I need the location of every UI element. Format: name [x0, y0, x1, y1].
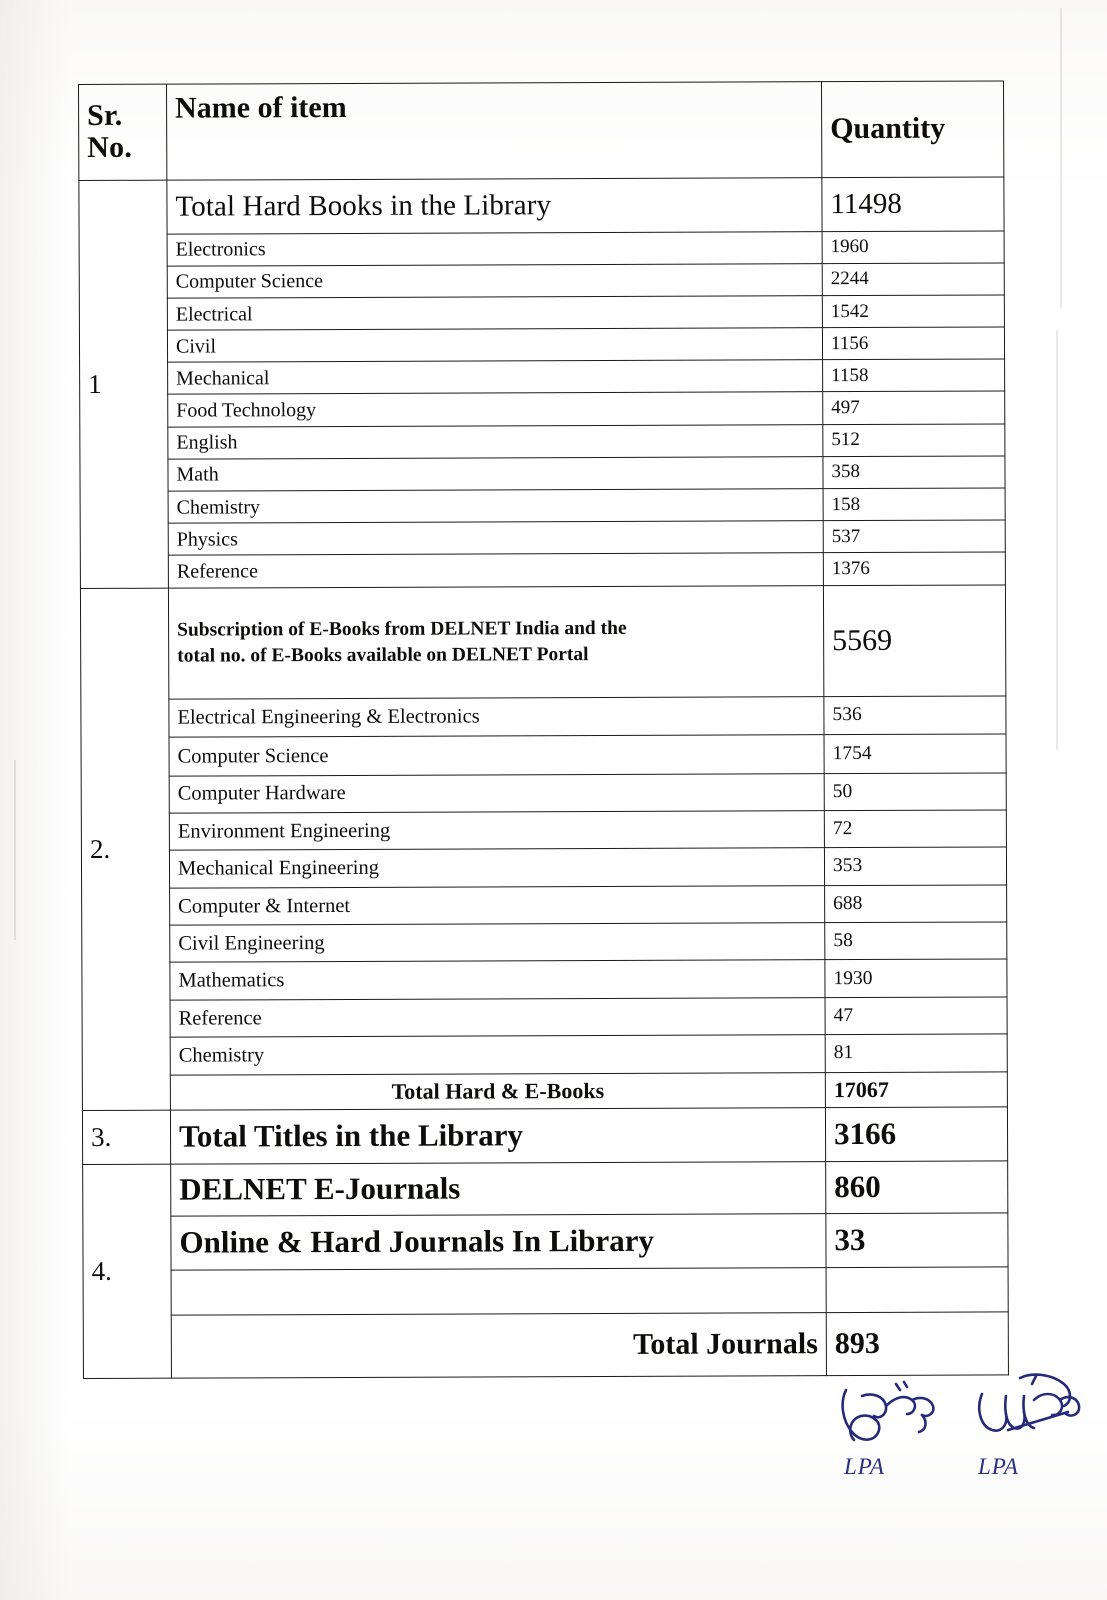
header-name-of-item: Name of item	[167, 82, 822, 180]
subtotal-label: Total Hard & E-Books	[170, 1072, 825, 1110]
item-label: Chemistry	[170, 1035, 825, 1075]
item-quantity: 1376	[823, 552, 1005, 585]
library-holdings-table	[78, 80, 1009, 1379]
table-row	[82, 1034, 1007, 1075]
table-row	[79, 230, 1004, 266]
item-label: Computer & Internet	[170, 885, 825, 925]
item-label: Chemistry	[168, 489, 823, 524]
item-quantity: 1960	[822, 230, 1004, 263]
online-hard-journals-label: Online & Hard Journals In Library	[171, 1213, 826, 1270]
item-label: Civil	[167, 328, 822, 363]
table-row	[82, 959, 1007, 1000]
item-quantity: 512	[823, 424, 1005, 457]
blank-qty-cell	[826, 1267, 1008, 1313]
item-quantity: 72	[824, 810, 1006, 848]
section2-sr-number: 2.	[80, 588, 170, 1111]
table-row	[79, 295, 1004, 331]
section2-title-line1: Subscription of E-Books from DELNET India and the	[177, 617, 627, 641]
section4-sr-number: 4.	[83, 1164, 172, 1378]
signature-1	[834, 1376, 944, 1454]
item-label: Mechanical Engineering	[169, 848, 824, 888]
item-quantity: 1754	[824, 734, 1006, 773]
section1-title: Total Hard Books in the Library	[167, 177, 822, 234]
table-row	[81, 734, 1006, 776]
item-quantity: 1542	[822, 295, 1004, 328]
scan-streak-left	[14, 760, 16, 940]
item-quantity: 537	[823, 520, 1005, 553]
total-journals-row	[83, 1312, 1008, 1378]
item-label: Physics	[168, 521, 823, 556]
table-row	[81, 772, 1006, 813]
online-hard-journals-value: 33	[826, 1213, 1008, 1268]
item-label: Mathematics	[170, 960, 825, 1000]
signature-2	[972, 1370, 1092, 1454]
item-label: English	[168, 424, 823, 459]
table-row	[80, 520, 1005, 556]
item-label: Reference	[168, 553, 823, 588]
table-row	[80, 456, 1005, 492]
total-journals-value: 893	[826, 1312, 1008, 1375]
item-quantity: 353	[824, 847, 1006, 885]
item-quantity: 358	[823, 456, 1005, 489]
table-row	[79, 327, 1004, 363]
signature-1-label: LPA	[844, 1454, 885, 1479]
section4-title: DELNET E-Journals	[171, 1161, 826, 1215]
table-row	[80, 391, 1005, 427]
table-row	[82, 885, 1007, 926]
section4-total-quantity: 860	[826, 1161, 1008, 1214]
scan-streak-right-lower	[1056, 330, 1058, 750]
item-label: Mechanical	[168, 360, 823, 395]
subtotal-value: 17067	[825, 1071, 1007, 1107]
item-quantity: 2244	[822, 263, 1004, 296]
library-holdings-table-wrapper	[78, 84, 1003, 1379]
total-journals-label: Total Journals	[171, 1313, 826, 1378]
item-label: Computer Science	[169, 735, 824, 776]
scan-streak-right	[1060, 8, 1062, 308]
subtotal-row	[82, 1071, 1007, 1110]
table-header-row	[79, 81, 1004, 180]
section2-total-quantity: 5569	[823, 585, 1005, 697]
item-label: Computer Science	[167, 263, 822, 298]
section2-title	[168, 585, 823, 699]
table-row	[81, 847, 1006, 888]
header-sr-no	[79, 84, 167, 180]
table-row	[81, 810, 1006, 851]
item-quantity: 497	[823, 391, 1005, 424]
header-quantity: Quantity	[821, 81, 1003, 177]
section1-header-row	[79, 176, 1004, 234]
table-row	[82, 922, 1007, 963]
item-quantity: 1930	[825, 959, 1007, 997]
section1-sr-number: 1	[79, 180, 169, 588]
item-label: Food Technology	[168, 392, 823, 427]
item-quantity: 1158	[823, 359, 1005, 392]
section4-row	[83, 1161, 1008, 1216]
table-row	[81, 696, 1006, 738]
item-label: Reference	[170, 997, 825, 1037]
table-row	[82, 997, 1007, 1038]
item-label: Electrical	[167, 296, 822, 331]
item-label: Computer Hardware	[169, 773, 824, 813]
item-label: Civil Engineering	[170, 923, 825, 963]
item-quantity: 536	[824, 696, 1006, 735]
item-label: Electrical Engineering & Electronics	[169, 696, 824, 737]
item-quantity: 47	[825, 997, 1007, 1035]
item-quantity: 50	[824, 772, 1006, 810]
table-row	[80, 359, 1005, 395]
blank-name-cell	[171, 1267, 826, 1315]
header-sr-line1: Sr.	[87, 98, 123, 132]
item-quantity: 158	[823, 488, 1005, 521]
header-sr-line2: No.	[87, 131, 133, 165]
section3-title: Total Titles in the Library	[170, 1107, 825, 1164]
item-quantity: 58	[825, 922, 1007, 960]
item-label: Math	[168, 456, 823, 491]
item-quantity: 1156	[822, 327, 1004, 360]
signature-area	[820, 1370, 1090, 1500]
section2-title-line2: total no. of E-Books available on DELNET Portal	[177, 643, 589, 667]
signature-2-label: LPA	[978, 1454, 1019, 1479]
online-hard-journals-row	[83, 1213, 1008, 1271]
item-label: Electronics	[167, 231, 822, 266]
section3-sr-number: 3.	[82, 1110, 170, 1164]
table-row	[80, 424, 1005, 460]
item-label: Environment Engineering	[169, 811, 824, 851]
section3-total-quantity: 3166	[825, 1107, 1007, 1162]
item-quantity: 688	[825, 885, 1007, 923]
table-row	[80, 488, 1005, 524]
item-quantity: 81	[825, 1034, 1007, 1072]
blank-spacer-row	[83, 1267, 1008, 1316]
table-row	[79, 263, 1004, 299]
table-row	[80, 552, 1005, 588]
section2-header-row	[80, 585, 1005, 700]
section3-row	[82, 1107, 1007, 1165]
section1-total-quantity: 11498	[822, 176, 1004, 231]
